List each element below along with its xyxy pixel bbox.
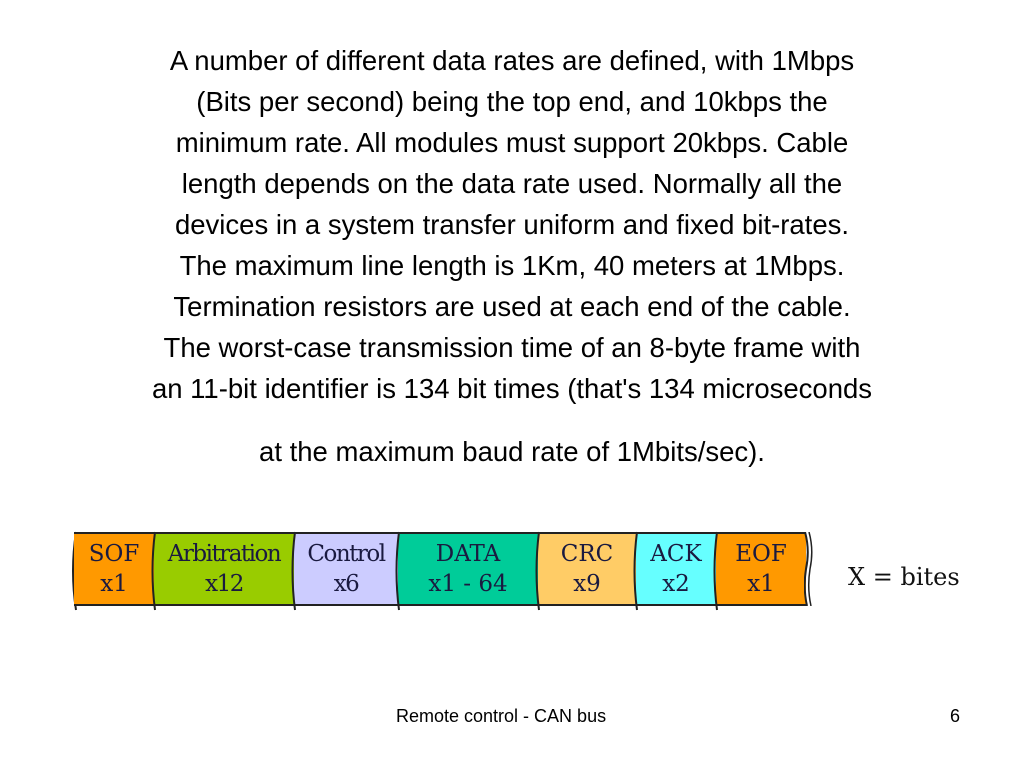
field-name: Arbitration — [167, 541, 281, 567]
field-separator — [150, 528, 158, 614]
frame-field-arbitration — [154, 532, 294, 606]
bits-legend: X = bites — [848, 563, 960, 591]
frame-field-crc — [538, 532, 636, 606]
field-bits: x1 - 64 — [428, 571, 508, 597]
body-line: an 11-bit identifier is 134 bit times (that's 134 microseconds — [151, 373, 873, 404]
field-bits: x9 — [573, 571, 601, 597]
field-separator — [632, 528, 640, 614]
field-bits: x1 — [747, 571, 775, 597]
field-name: CRC — [560, 541, 614, 567]
body-line: devices in a system transfer uniform and fixed bit-rates. — [174, 209, 850, 240]
body-line: The maximum line length is 1Km, 40 meters at 1Mbps. — [179, 250, 845, 281]
body-line: Termination resistors are used at each end of the cable. — [173, 291, 851, 322]
slide-body-text — [40, 40, 984, 472]
body-line: The worst-case transmission time of an 8-byte frame with — [163, 332, 861, 363]
field-name: Control — [307, 541, 385, 567]
frame-field-sof — [74, 532, 154, 606]
field-bits: x6 — [333, 571, 359, 597]
body-line: minimum rate. All modules must support 20kbps. Cable — [175, 127, 849, 158]
frame-field-ack — [636, 532, 716, 606]
can-frame-diagram — [70, 528, 814, 614]
field-name: DATA — [435, 541, 501, 567]
field-name: EOF — [735, 541, 787, 567]
frame-right-end — [804, 532, 814, 606]
body-line: at the maximum baud rate of 1Mbits/sec). — [259, 436, 765, 467]
frame-field-data — [398, 532, 538, 606]
field-bits: x1 — [100, 571, 128, 597]
field-name: ACK — [650, 541, 702, 567]
field-bits: x2 — [662, 571, 690, 597]
footer-title: Remote control - CAN bus — [396, 706, 607, 726]
field-separator — [712, 528, 720, 614]
field-name: SOF — [88, 541, 140, 567]
field-separator — [290, 528, 298, 614]
field-bits: x12 — [205, 571, 243, 597]
frame-field-control — [294, 532, 398, 606]
body-line: A number of different data rates are defined, with 1Mbps — [169, 45, 855, 76]
frame-field-eof — [716, 532, 806, 606]
page-number: 6 — [950, 706, 961, 726]
field-separator — [534, 528, 542, 614]
body-line: length depends on the data rate used. Normally all the — [181, 168, 843, 199]
field-separator — [394, 528, 402, 614]
body-line: (Bits per second) being the top end, and 10kbps the — [196, 86, 828, 117]
